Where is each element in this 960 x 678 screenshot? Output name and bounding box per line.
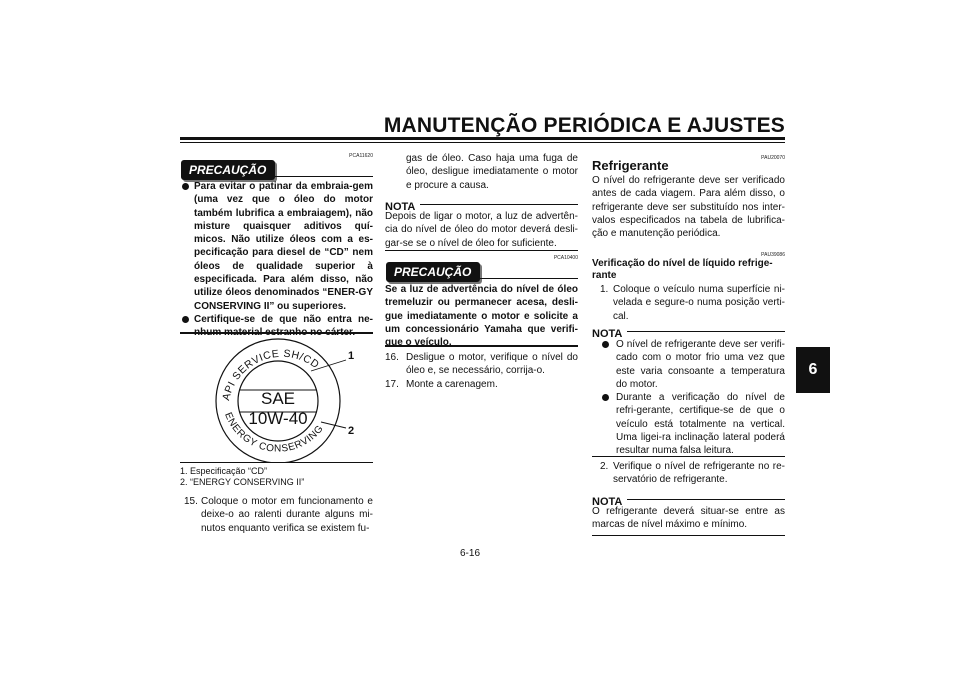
api-symbol-icon [205, 338, 370, 463]
step-16: 16. Desligue o motor, verifique o nível do óleo e, se necessário, corrija-o. [385, 352, 578, 377]
callout-2: 2 [348, 425, 355, 437]
figure-captions [180, 466, 373, 488]
nota-text: Depois de ligar o motor, a luz de advertên-cia do nível de óleo do motor deverá desli-gar-se se o nível de óleo for suficiente. [385, 211, 578, 249]
section-code: PAU20070 [761, 155, 785, 161]
step-17: 17. Monte a carenagem. [385, 378, 498, 390]
steps-16-17 [385, 351, 578, 391]
header-rule [180, 137, 785, 140]
bullet-icon [602, 341, 609, 348]
nota-header-line [420, 204, 578, 205]
caption-1: 1. Especificação “CD” [180, 466, 268, 476]
arc-bottom-text: ENERGY CONSERVING [222, 410, 326, 455]
subsection-code: PAU39086 [761, 252, 785, 258]
nota2-label: NOTA [592, 496, 623, 508]
header-rule-thin [180, 142, 785, 143]
caution-label-box [181, 160, 275, 180]
nota-label: NOTA [385, 201, 416, 213]
section-heading: Refrigerante [592, 158, 669, 173]
caution-code: PCA11620 [349, 153, 373, 159]
nota-end-rule [385, 250, 578, 251]
caution-header-line [265, 176, 373, 177]
list-item: Para evitar o patinar da embraia-gem (uma vez que o óleo do motor também lubrifica a embraiagem), não misture quaisquer aditivos quí-micos. Não utilize óleos com a es-pecificação para diesel de “CD” nem óleos de qualidade superior à especificada. Para além disso, não utilize óleos denominados “ENER-GY CONSERVING II” ou superiores. [180, 180, 373, 313]
bullet-icon [602, 394, 609, 401]
caution-end-rule-2 [385, 345, 578, 347]
step-15: 15. Coloque o motor em funcionamento e deixe-o ao ralenti durante alguns mi-nutos enquanto verifica se existem fu- [184, 496, 373, 534]
step-2: 2. Verifique o nível de refrigerante no re-servatório de refrigerante. [600, 461, 785, 486]
caution-label-box-2 [386, 262, 480, 282]
grade-text: 10W-40 [248, 409, 308, 428]
nota1-body [592, 338, 785, 458]
bullet-icon [182, 316, 189, 323]
section-intro: O nível do refrigerante deve ser verificado antes de cada viagem. Para além disso, o refrigerante deve ser substituído nos inter-valos especificados na tabela de lubrifica-ção e manutenção periódica. [592, 175, 785, 240]
caution-label: PRECAUÇÃO [181, 160, 275, 180]
callout-1: 1 [348, 350, 355, 362]
caution-header-line-2 [470, 278, 578, 279]
chapter-tab: 6 [796, 347, 830, 393]
list-item: O nível de refrigerante deve ser verifi-cado com o motor frio uma vez que este varia consoante a temperatura do motor. [592, 338, 785, 391]
list-item: Durante a verificação do nível de refri-gerante, certifique-se de que o veículo está totalmente na vertical. Uma ligei-ra inclinação lateral poderá resultar numa falsa leitura. [592, 391, 785, 457]
subsection-heading: Verificação do nível de líquido refrige-rante [592, 258, 773, 281]
page-title: MANUTENÇÃO PERIÓDICA E AJUSTES [383, 114, 785, 137]
caption-2: 2. “ENERGY CONSERVING II” [180, 477, 305, 487]
arc-top-text: API SERVICE SH/CD [220, 347, 322, 402]
step-1: 1. Coloque o veículo numa superfície ni-velada e segure-o numa posição verti-cal. [600, 284, 785, 322]
caution-body [180, 180, 373, 340]
figure-caption-rule [180, 462, 373, 463]
caution-text-2: Se a luz de advertência do nível de óleo tremeluzir ou permanecer acesa, desli-gue imediatamente o motor e solicite a um concessionário Yamaha que verifi-que o veículo. [385, 284, 578, 349]
oil-label-figure [205, 338, 370, 463]
nota2-header-line [627, 499, 785, 500]
step-15-continued: gas de óleo. Caso haja uma fuga de óleo, desligue imediatamente o motor e procure a causa. [406, 153, 578, 191]
list-item: Certifique-se de que não entra ne-nhum material estranho no cárter. [180, 313, 373, 340]
caution-label-2: PRECAUÇÃO [386, 262, 480, 282]
nota2-text: O refrigerante deverá situar-se entre as marcas de nível máximo e mínimo. [592, 506, 785, 531]
nota1-end-rule [592, 456, 785, 457]
bullet-icon [182, 183, 189, 190]
caution-code-2: PCA10400 [553, 255, 578, 261]
nota1-header-line [627, 331, 785, 332]
nota1-label: NOTA [592, 328, 623, 340]
caution-end-rule [180, 332, 373, 334]
page-number: 6-16 [460, 548, 481, 559]
nota2-end-rule [592, 535, 785, 536]
sae-text: SAE [260, 389, 296, 408]
